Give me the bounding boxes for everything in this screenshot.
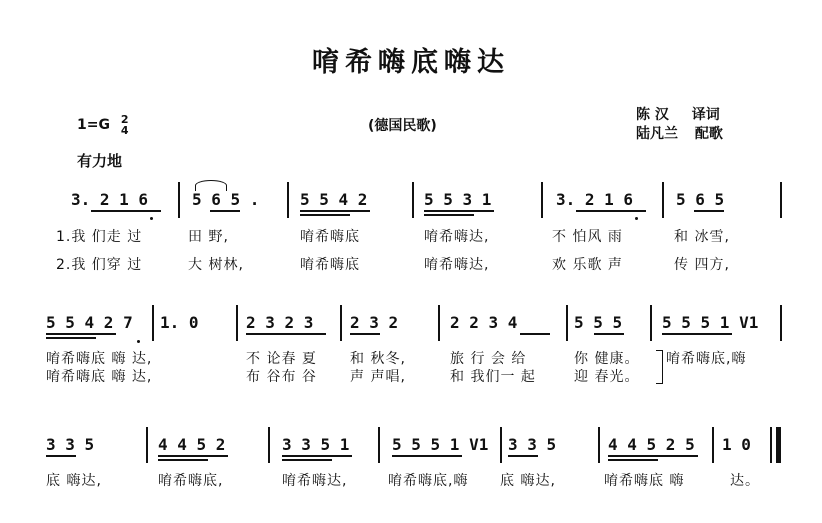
measure: 2 2 3 4 (450, 313, 518, 332)
barline (412, 182, 414, 218)
key-label: 1=G (77, 117, 110, 133)
barline (178, 182, 180, 218)
final-barline (776, 427, 781, 463)
measure: 5 6 5 (676, 190, 725, 209)
lyric: 不 怕风 雨 (552, 229, 623, 245)
lyric: 大 树林, (188, 257, 244, 273)
slur (195, 180, 227, 191)
barline (438, 305, 440, 341)
measure: 1. 0 (160, 313, 199, 332)
measure: 3 3 5 1 (282, 435, 350, 454)
lyric: 和 我们一 起 (450, 369, 536, 385)
lyric: 唷希嗨底 (300, 257, 360, 273)
beam (246, 333, 326, 335)
lyric: 欢 乐歌 声 (552, 257, 623, 273)
barline (780, 305, 782, 341)
barline (650, 305, 652, 341)
measure: 4 4 5 2 5 (608, 435, 695, 454)
credit-name: 陆凡兰 (636, 126, 678, 142)
lyric: 2.我 们穿 过 (56, 257, 143, 273)
key-signature (77, 114, 129, 136)
measure: 5 5 5 1 V1 (662, 313, 759, 332)
beam (424, 214, 474, 216)
measure: 1 0 (722, 435, 751, 454)
measure: 3 3 5 (508, 435, 557, 454)
barline (146, 427, 148, 463)
lyric: 传 四方, (674, 257, 730, 273)
measure: 4 4 5 2 (158, 435, 226, 454)
credit-translator (636, 104, 720, 124)
time-numerator: 2 (120, 113, 129, 126)
lyric: 唷希嗨底,嗨 (388, 473, 469, 489)
low-octave-dot (137, 340, 140, 343)
measure: 5 5 5 (574, 313, 623, 332)
lyric: 和 冰雪, (674, 229, 730, 245)
credit-arranger (636, 123, 723, 143)
beam (282, 459, 332, 461)
beam (508, 455, 538, 457)
beam (392, 455, 462, 457)
barline (662, 182, 664, 218)
lyric: 布 谷布 谷 (246, 369, 317, 385)
beam (594, 333, 624, 335)
beam (158, 455, 228, 457)
beam (210, 210, 240, 212)
barline (770, 427, 772, 463)
measure: 2 3 2 3 (246, 313, 314, 332)
measure: 3 3 5 (46, 435, 95, 454)
measure: 5 5 3 1 (424, 190, 492, 209)
barline (541, 182, 543, 218)
lyric: 唷希嗨底 嗨 达, (46, 351, 153, 367)
lyric: 声 声唱, (350, 369, 406, 385)
barline (780, 182, 782, 218)
barline (340, 305, 342, 341)
barline (598, 427, 600, 463)
beam (282, 455, 352, 457)
lyric: 你 健康。 (574, 351, 640, 367)
barline (236, 305, 238, 341)
barline (152, 305, 154, 341)
beam (694, 210, 724, 212)
beam (662, 333, 732, 335)
lyric: 1.我 们走 过 (56, 229, 143, 245)
measure: 2 3 2 (350, 313, 399, 332)
measure: 3. 2 1 6 (71, 190, 149, 209)
lyric: 旅 行 会 给 (450, 351, 527, 367)
time-denominator: 4 (120, 124, 129, 137)
barline (378, 427, 380, 463)
barline (500, 427, 502, 463)
lyric: 唷希嗨达, (282, 473, 348, 489)
lyric: 唷希嗨底 (300, 229, 360, 245)
barline (287, 182, 289, 218)
lyric: 唷希嗨达, (424, 257, 490, 273)
beam (158, 459, 208, 461)
lyric: 达。 (730, 473, 760, 489)
beam (608, 455, 698, 457)
credit-name: 陈 汉 (636, 107, 669, 123)
beam (424, 210, 494, 212)
lyric: 唷希嗨底 嗨 (604, 473, 685, 489)
lyric: 唷希嗨底 嗨 达, (46, 369, 153, 385)
lyric: 唷希嗨底, (158, 473, 224, 489)
song-origin: (德国民歌) (368, 118, 437, 134)
beam (350, 333, 380, 335)
measure: 5 6 5 . (192, 190, 260, 209)
lyric: 底 嗨达, (46, 473, 102, 489)
time-signature (121, 114, 129, 136)
beam (46, 337, 96, 339)
lyric: 唷希嗨底,嗨 (666, 351, 747, 367)
credit-role: 译词 (691, 107, 720, 123)
lyric: 和 秋冬, (350, 351, 406, 367)
beam (46, 333, 116, 335)
measure: 5 5 4 2 7 (46, 313, 133, 332)
beam (608, 459, 658, 461)
lyric: 底 嗨达, (500, 473, 556, 489)
barline (712, 427, 714, 463)
lyric: 田 野, (188, 229, 229, 245)
low-octave-dot (150, 217, 153, 220)
lyric: 唷希嗨达, (424, 229, 490, 245)
low-octave-dot (635, 217, 638, 220)
beam (91, 210, 161, 212)
beam (576, 210, 646, 212)
barline (268, 427, 270, 463)
lyric: 不 论春 夏 (246, 351, 317, 367)
beam (46, 455, 76, 457)
tempo-marking: 有力地 (77, 152, 123, 170)
barline (566, 305, 568, 341)
measure: 5 5 4 2 (300, 190, 368, 209)
measure: 5 5 5 1 V1 (392, 435, 489, 454)
beam (300, 210, 370, 212)
beam (300, 214, 350, 216)
lyric: 迎 春光。 (574, 369, 640, 385)
repeat-bracket (656, 350, 663, 384)
song-title: 唷希嗨底嗨达 (312, 47, 510, 78)
beam (520, 333, 550, 335)
credit-role: 配歌 (694, 126, 723, 142)
measure: 3. 2 1 6 (556, 190, 634, 209)
